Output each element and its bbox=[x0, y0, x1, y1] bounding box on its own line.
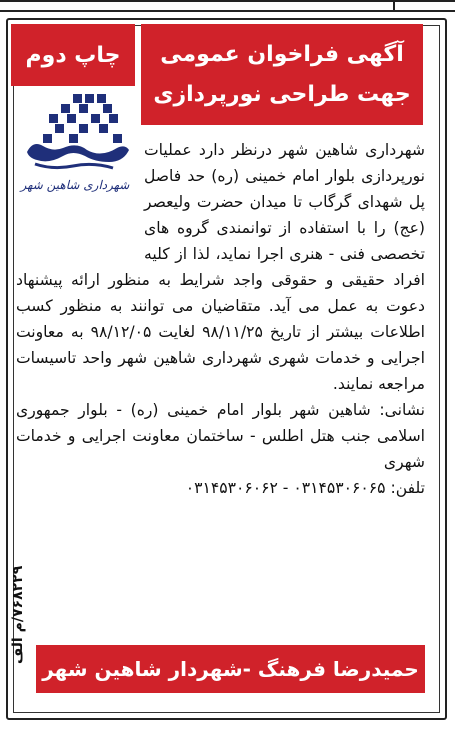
logo-caption: شهرداری شاهین شهر bbox=[20, 178, 130, 192]
top-tick bbox=[393, 2, 395, 10]
ad-main-paragraph: شهرداری شاهین شهر درنظر دارد عملیات نورپردازی بلوار امام خمینی (ره) حد فاصل پل شهدای گرگاب تا میدان حضرت ولیعصر (عج) را با استفاده از توانمندی گروه های تخصصی فنی - هنری اجرا نماید، لذا از کلیه افراد حقیقی و حقوقی واجد شرایط به منظور ارائه پیشنهاد دعوت به عمل می آید. متقاضیان می توانند به منظور کسب اطلاعات بیشتر از تاریخ ۹۸/۱۱/۲۵ لغایت ۹۸/۱۲/۰۵ به معاونت اجرایی و خدمات شهری شهرداری شاهین شهر واحد تاسیسات مراجعه نمایند. bbox=[16, 141, 425, 393]
mayor-signature: حمیدرضا فرهنگ -شهردار شاهین شهر bbox=[42, 657, 419, 681]
ad-address: نشانی: شاهین شهر بلوار امام خمینی (ره) - بلوار جمهوری اسلامی جنب هتل اطلس - ساختمان معاونت اجرایی و خدمات شهری bbox=[16, 401, 425, 471]
top-rule bbox=[0, 0, 455, 2]
print-edition-badge bbox=[11, 24, 135, 86]
ad-title-line-2: جهت طراحی نورپردازی bbox=[153, 81, 411, 107]
ad-title-box bbox=[141, 24, 423, 125]
top-rule-lower bbox=[0, 10, 455, 12]
ad-reference-code: ۷۶۸۲۲۹/م الف bbox=[10, 565, 26, 665]
print-edition-label: چاپ دوم bbox=[25, 42, 121, 68]
top-border-strip bbox=[0, 0, 455, 14]
ad-phone: تلفن: ۰۳۱۴۵۳۰۶۰۶۵ - ۰۳۱۴۵۳۰۶۰۶۲ bbox=[185, 479, 425, 497]
ad-body bbox=[16, 137, 425, 612]
logo-reserve bbox=[16, 137, 144, 243]
signature-box bbox=[36, 645, 425, 693]
ad-title-line-1: آگهی فراخوان عمومی bbox=[160, 41, 404, 67]
